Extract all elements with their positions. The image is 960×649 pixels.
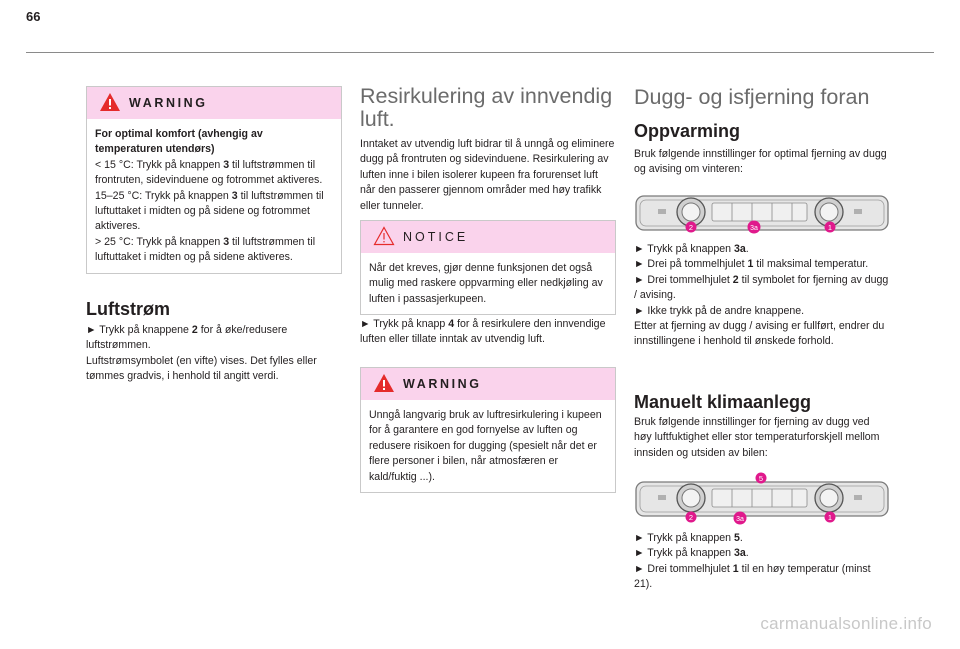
notice-header bbox=[361, 221, 615, 253]
warning-line-3: > 25 °C: Trykk på knappen 3 til luftstrømmen til luftuttaket i midten og på sidene aktiveres. bbox=[95, 235, 316, 264]
subsection-title-klimaanlegg: Manuelt klimaanlegg bbox=[634, 392, 812, 412]
notice-box bbox=[360, 220, 616, 315]
warning-body: Unngå langvarig bruk av luftresirkulering i kupeen for å garantere en god fornyelse av luften og redusere risikoen for dugging (spesielt når det er flere personer i bilen, når atmosfæren er kald/fuktig ...). bbox=[369, 409, 602, 483]
notice-body: Når det kreves, gjør denne funksjonen det også mulig med raskere oppvarming eller nedkjøling av luften i passasjerkupeen. bbox=[369, 262, 603, 305]
section-title-resirkulering: Resirkulering av innvendig luft. bbox=[360, 84, 613, 131]
callout-3a: 3a bbox=[736, 516, 744, 523]
warning-line-1: < 15 °C: Trykk på knappen 3 til luftstrømmen til frontruten, sidevinduene og fotrommet aktiveres. bbox=[95, 158, 323, 187]
callout-5: 5 bbox=[758, 474, 764, 483]
warning-body bbox=[87, 119, 341, 273]
page-number: 66 bbox=[26, 9, 41, 24]
section-title-luftstrom: Luftstrøm bbox=[86, 299, 170, 319]
callout-2: 2 bbox=[688, 513, 694, 522]
luftstrom-step: ► Trykk på knappene 2 for å øke/redusere luftstrømmen. bbox=[86, 324, 288, 352]
warning-heading: For optimal komfort (avhengig av temperaturen utendørs) bbox=[95, 128, 263, 156]
luftstrom-description: Luftstrømsymbolet (en vifte) vises. Det fylles eller tømmes gradvis, i henhold til angitt verdi. bbox=[86, 354, 317, 383]
warning-title: WARNING bbox=[403, 377, 482, 391]
warning-line-2: 15–25 °C: Trykk på knappen 3 til luftstrømmen til luftuttaket i midten og på sidene og fotrommet aktiveres. bbox=[95, 189, 324, 233]
header-divider bbox=[26, 52, 934, 53]
warning-box-fogging bbox=[360, 367, 616, 493]
watermark: carmanualsonline.info bbox=[760, 614, 932, 633]
climate-control-panel-diagram bbox=[634, 190, 890, 242]
oppvarming-intro: Bruk følgende innstillinger for optimal fjerning av dugg og avising om vinteren: bbox=[634, 148, 887, 176]
callout-2: 2 bbox=[688, 223, 694, 232]
luftstrom-text bbox=[86, 323, 342, 385]
warning-title: WARNING bbox=[129, 96, 208, 110]
oppvarming-steps: ► Trykk på knappen 3a. ► Drei på tommelhjulet 1 til maksimal temperatur. ► Drei tommelhjulet 2 til symbolet for fjerning av dugg / avising. ► Ikke trykk på de andre knappene. Etter at fjerning av dugg / avising er fullført, endrer du innstillingene i henhold til ønskede forhold. bbox=[634, 243, 889, 348]
warning-box-comfort bbox=[86, 86, 342, 274]
warning-triangle-icon bbox=[373, 373, 395, 393]
climate-control-panel-diagram bbox=[634, 470, 890, 528]
notice-title: NOTICE bbox=[403, 230, 469, 244]
warning-header bbox=[87, 87, 341, 119]
warning-header bbox=[361, 368, 615, 400]
resirkulering-step: ► Trykk på knapp 4 for å resirkulere den innvendige luften eller tillate inntak av utvendig luft. bbox=[360, 318, 606, 346]
callout-1: 1 bbox=[827, 223, 833, 232]
subsection-title-oppvarming: Oppvarming bbox=[634, 121, 741, 141]
notice-triangle-icon bbox=[373, 226, 395, 246]
callout-1: 1 bbox=[827, 513, 833, 522]
warning-triangle-icon bbox=[99, 92, 121, 112]
klimaanlegg-intro: Bruk følgende innstillinger for fjerning av dugg ved høy luftfuktighet eller stor temperaturforskjell mellom innsiden og utsiden av bilen: bbox=[634, 416, 880, 459]
section-title-dugg: Dugg- og isfjerning foran bbox=[634, 85, 870, 109]
callout-3a: 3a bbox=[750, 225, 758, 232]
klimaanlegg-steps: ► Trykk på knappen 5. ► Trykk på knappen 3a. ► Drei tommelhjulet 1 til en høy temperatur (minst 21). bbox=[634, 532, 871, 591]
resirkulering-intro: Inntaket av utvendig luft bidrar til å unngå og eliminere dugg på frontruten og sidevinduene. Resirkulering av luften inne i bilen isolerer kupeen fra forurenset luft når den passerer gjennom områder med høy trafikk eller tunneler. bbox=[360, 138, 615, 212]
